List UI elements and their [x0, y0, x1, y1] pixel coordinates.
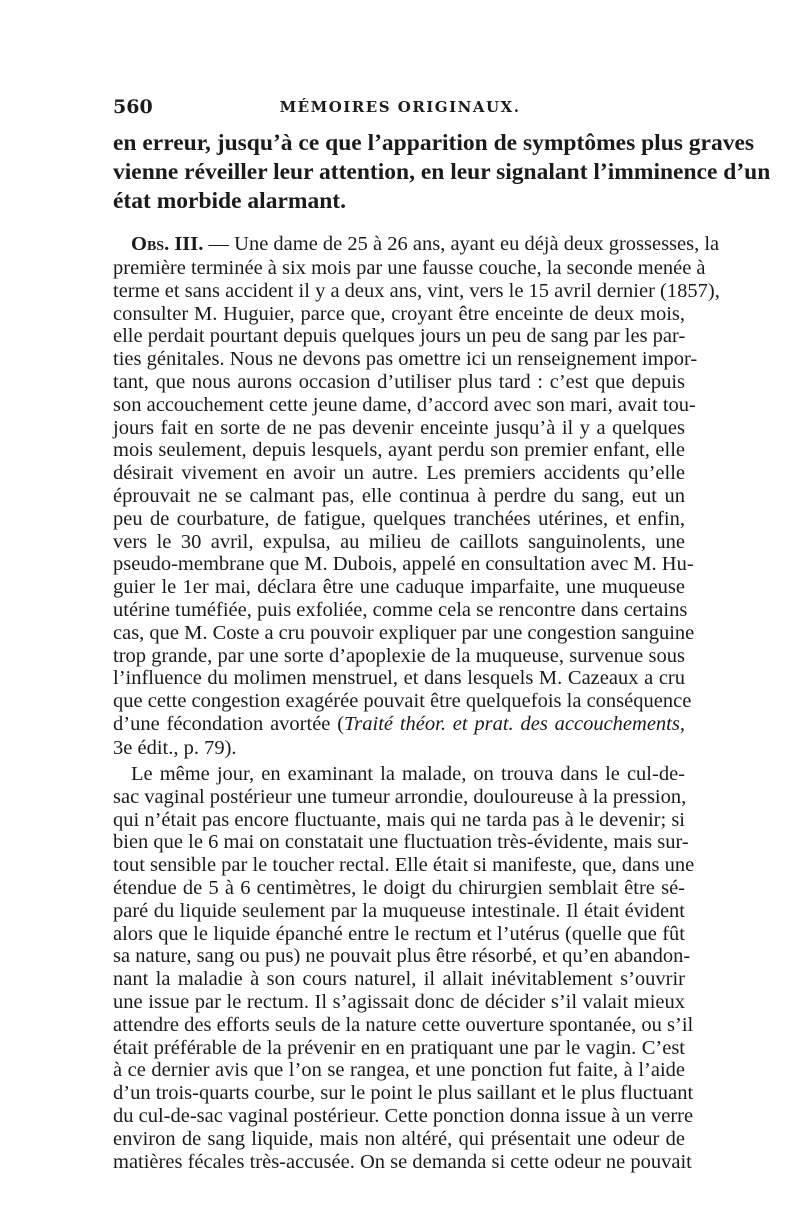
text-line: qui n’était pas encore fluctuante, mais qui ne tarda pas à le devenir; si — [113, 808, 685, 831]
page-header — [113, 96, 687, 120]
text-line: attendre des efforts seuls de la nature cette ouverture spontanée, ou s’il — [113, 1013, 694, 1036]
text-line: vers le 30 avril, expulsa, au milieu de caillots sanguinolents, une — [113, 530, 685, 553]
text-line: désirait vivement en avoir un autre. Les premiers accidents qu’elle — [113, 462, 685, 485]
text-line: sac vaginal postérieur une tumeur arrondie, douloureuse à la pression, — [113, 785, 687, 808]
text-line: tout sensible par le toucher rectal. Elle était si manifeste, que, dans une — [113, 854, 695, 877]
text-line: guier le 1er mai, déclara être une caduque imparfaite, une muqueuse — [113, 576, 685, 599]
text-line: jours fait en sorte de ne pas devenir enceinte jusqu’à il y a quelques — [113, 416, 685, 439]
observation-first-line — [113, 232, 720, 256]
text-line: d’un trois-quarts courbe, sur le point le plus saillant et le plus fluctuant — [113, 1082, 694, 1105]
citation-line — [113, 712, 685, 736]
text-line: consulter M. Huguier, parce que, croyant être enceinte de deux mois, — [113, 302, 685, 325]
text-line: bien que le 6 mai on constatait une fluctuation très-évidente, mais sur- — [113, 831, 689, 854]
text-line: nant la maladie à son cours naturel, il allait inévitablement s’ouvrir — [113, 968, 685, 991]
text-line: son accouchement cette jeune dame, d’accord avec son mari, avait tou- — [113, 393, 696, 416]
citation-title: Traité théor. et prat. des accouchements, — [344, 713, 685, 735]
intro-line: en erreur, jusqu’à ce que l’apparition de symptômes plus graves — [113, 130, 755, 156]
text-line: tant, que nous aurons occasion d’utiliser plus tard : c’est que depuis — [113, 371, 685, 393]
text-line: terme et sans accident il y a deux ans, vint, vers le 15 avril dernier (1857), — [113, 279, 720, 302]
intro-line: vienne réveiller leur attention, en leur signalant l’imminence d’un — [113, 159, 771, 185]
text-line: à ce dernier avis que l’on se rangea, et une ponction fut faite, à l’aide — [113, 1059, 685, 1082]
text-line: alors que le liquide épanché entre le rectum et l’utérus (quelle que fût — [113, 922, 685, 945]
text-line: que cette congestion exagérée pouvait être quelquefois la conséquence — [113, 690, 692, 713]
text-line: environ de sang liquide, mais non altéré, qui présentait une odeur de — [113, 1127, 685, 1150]
text-line: une issue par le rectum. Il s’agissait donc de décider s’il valait mieux — [113, 991, 685, 1013]
text-line: mois seulement, depuis lesquels, ayant perdu son premier enfant, elle — [113, 439, 685, 462]
citation-end: 3e édit., p. 79). — [113, 737, 237, 759]
intro-line: état morbide alarmant. — [113, 188, 346, 214]
citation-prefix: d’une fécondation avortée ( — [113, 713, 345, 735]
text-line: du cul-de-sac vaginal postérieur. Cette ponction donna issue à un verre — [113, 1105, 694, 1127]
observation-first-line-text: — Une dame de 25 à 26 ans, ayant eu déjà deux grossesses, la — [203, 233, 720, 255]
text-line: étendue de 5 à 6 centimètres, le doigt du chirurgien semblait être sé- — [113, 877, 685, 899]
text-line: paré du liquide seulement par la muqueuse intestinale. Il était évident — [113, 899, 685, 922]
text-line: peu de courbature, de fatigue, quelques tranchées utérines, et enfin, — [113, 507, 685, 530]
running-title: MÉMOIRES ORIGINAUX. — [279, 98, 521, 116]
text-line: utérine tuméfiée, puis exfoliée, comme cela se rencontre dans certains — [113, 599, 688, 621]
text-line: elle perdait pourtant depuis quelques jours un peu de sang par les par- — [113, 325, 686, 348]
text-line: éprouvait ne se calmant pas, elle continua à perdre du sang, eut un — [113, 485, 685, 507]
text-line: matières fécales très-accusée. On se demanda si cette odeur ne pouvait — [113, 1150, 692, 1173]
text-line: cas, que M. Coste a cru pouvoir expliquer par une congestion sanguine — [113, 621, 695, 644]
text-line: Le même jour, en examinant la malade, on trouva dans le cul-de- — [131, 763, 685, 785]
text-line: sa nature, sang ou pus) ne pouvait plus être résorbé, et qu’en abandon- — [113, 945, 691, 968]
text-line: pseudo-membrane que M. Dubois, appelé en consultation avec M. Hu- — [113, 553, 694, 576]
text-line: ties génitales. Nous ne devons pas omettre ici un renseignement impor- — [113, 348, 698, 371]
text-line: l’influence du molimen menstruel, et dans lesquels M. Cazeaux a cru — [113, 667, 685, 690]
observation-label: Obs. III. — [131, 233, 204, 255]
text-line: était préférable de la prévenir en en pratiquant une par le vagin. C’est — [113, 1036, 685, 1059]
text-line: première terminée à six mois par une fausse couche, la seconde menée à — [113, 257, 706, 279]
text-line: trop grande, par une sorte d’apoplexie de la muqueuse, survenue sous — [113, 644, 685, 667]
page-number: 560 — [113, 96, 153, 118]
